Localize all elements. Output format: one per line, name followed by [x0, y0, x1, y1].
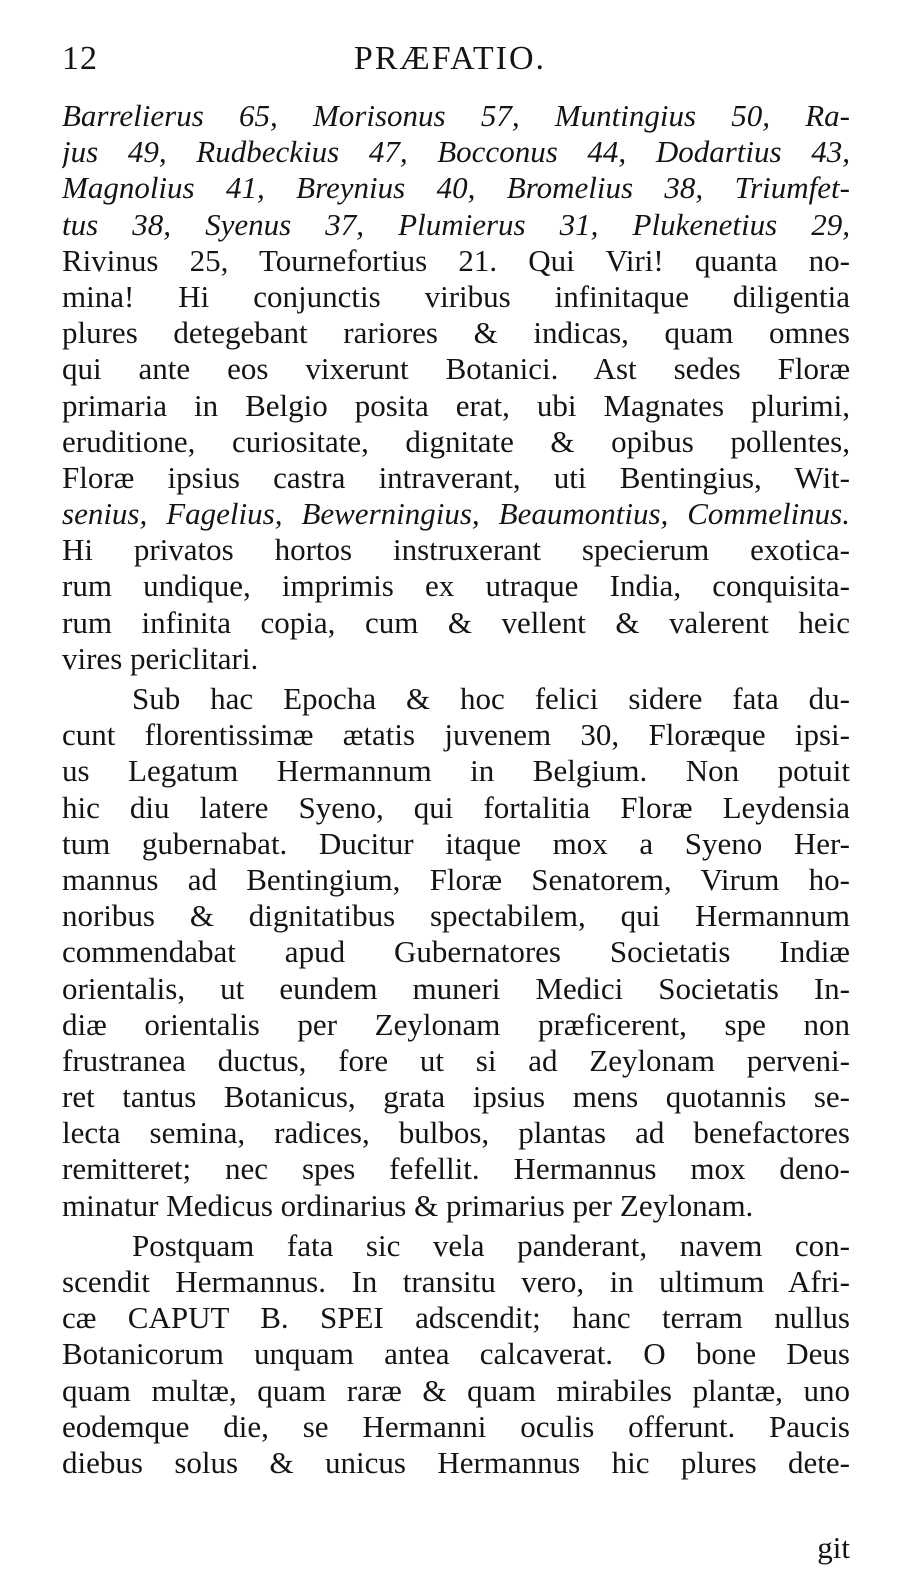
text-line: plures detegebant rariores & indicas, quam omnes	[62, 315, 850, 351]
text-line: commendabat apud Gubernatores Societatis Indiæ	[62, 934, 850, 970]
text-line: senius, Fagelius, Bewerningius, Beaumontius, Commelinus.	[62, 496, 850, 532]
text-line: tum gubernabat. Ducitur itaque mox a Syeno Her-	[62, 825, 850, 861]
text-line: rum undique, imprimis ex utraque India, conquisita-	[62, 568, 850, 604]
text-line: lecta semina, radices, bulbos, plantas ad benefactores	[62, 1115, 850, 1151]
text-line: mina! Hi conjunctis viribus infinitaque diligentia	[62, 278, 850, 314]
text-line: hic diu latere Syeno, qui fortalitia Floræ Leydensia	[62, 789, 850, 825]
text-line: Rivinus 25, Tournefortius 21. Qui Viri! quanta no-	[62, 242, 850, 278]
text-line: remitteret; nec spes fefellit. Hermannus mox deno-	[62, 1151, 850, 1187]
text-line: vires periclitari.	[62, 640, 259, 676]
text-line: tus 38, Syenus 37, Plumierus 31, Plukenetius 29,	[62, 206, 850, 242]
text-line: frustranea ductus, fore ut si ad Zeylonam perveni-	[62, 1042, 850, 1078]
text-line: orientalis, ut eundem muneri Medici Societatis In-	[62, 970, 850, 1006]
text-line: Botanicorum unquam antea calcaverat. O bone Deus	[62, 1336, 850, 1372]
text-line: noribus & dignitatibus spectabilem, qui Hermannum	[62, 898, 850, 934]
running-head: PRÆFATIO.	[353, 40, 547, 77]
text-line: Hi privatos hortos instruxerant specierum exotica-	[62, 532, 850, 568]
text-line: diæ orientalis per Zeylonam præficerent, spe non	[62, 1006, 850, 1042]
text-line: scendit Hermannus. In transitu vero, in ultimum Afri-	[62, 1264, 850, 1299]
page-number: 12	[62, 40, 98, 77]
text-line: Floræ ipsius castra intraverant, uti Bentingius, Wit-	[62, 459, 850, 495]
text-line: eodemque die, se Hermanni oculis offerunt. Paucis	[62, 1408, 850, 1444]
text-line: diebus solus & unicus Hermannus hic plures dete-	[62, 1444, 850, 1480]
text-line: qui ante eos vixerunt Botanici. Ast sedes Floræ	[62, 351, 850, 387]
text-line: cæ CAPUT B. SPEI adscendit; hanc terram nullus	[62, 1300, 850, 1336]
text-line: Barrelierus 65, Morisonus 57, Muntingius 50, Ra-	[62, 98, 850, 133]
text-line: us Legatum Hermannum in Belgium. Non potuit	[62, 753, 850, 789]
text-line: Postquam fata sic vela panderant, navem con-	[132, 1227, 850, 1263]
text-line: rum infinita copia, cum & vellent & valerent heic	[62, 604, 850, 640]
text-line: mannus ad Bentingium, Floræ Senatorem, Virum ho-	[62, 861, 850, 897]
text-line: Magnolius 41, Breynius 40, Bromelius 38, Triumfet-	[62, 170, 850, 206]
text-line: Sub hac Epocha & hoc felici sidere fata du-	[132, 681, 850, 716]
text-line: ret tantus Botanicus, grata ipsius mens quotannis se-	[62, 1079, 850, 1115]
text-line: minatur Medicus ordinarius & primarius per Zeylonam.	[62, 1187, 754, 1223]
text-line: primaria in Belgio posita erat, ubi Magnates plurimi,	[62, 387, 850, 423]
text-line: quam multæ, quam raræ & quam mirabiles plantæ, uno	[62, 1372, 850, 1408]
body-text	[62, 98, 850, 1481]
text-line: jus 49, Rudbeckius 47, Bocconus 44, Dodartius 43,	[62, 134, 850, 170]
text-line: cunt florentissimæ ætatis juvenem 30, Floræque ipsi-	[62, 717, 850, 753]
text-line: eruditione, curiositate, dignitate & opibus pollentes,	[62, 423, 850, 459]
catchword: git	[817, 1530, 850, 1565]
